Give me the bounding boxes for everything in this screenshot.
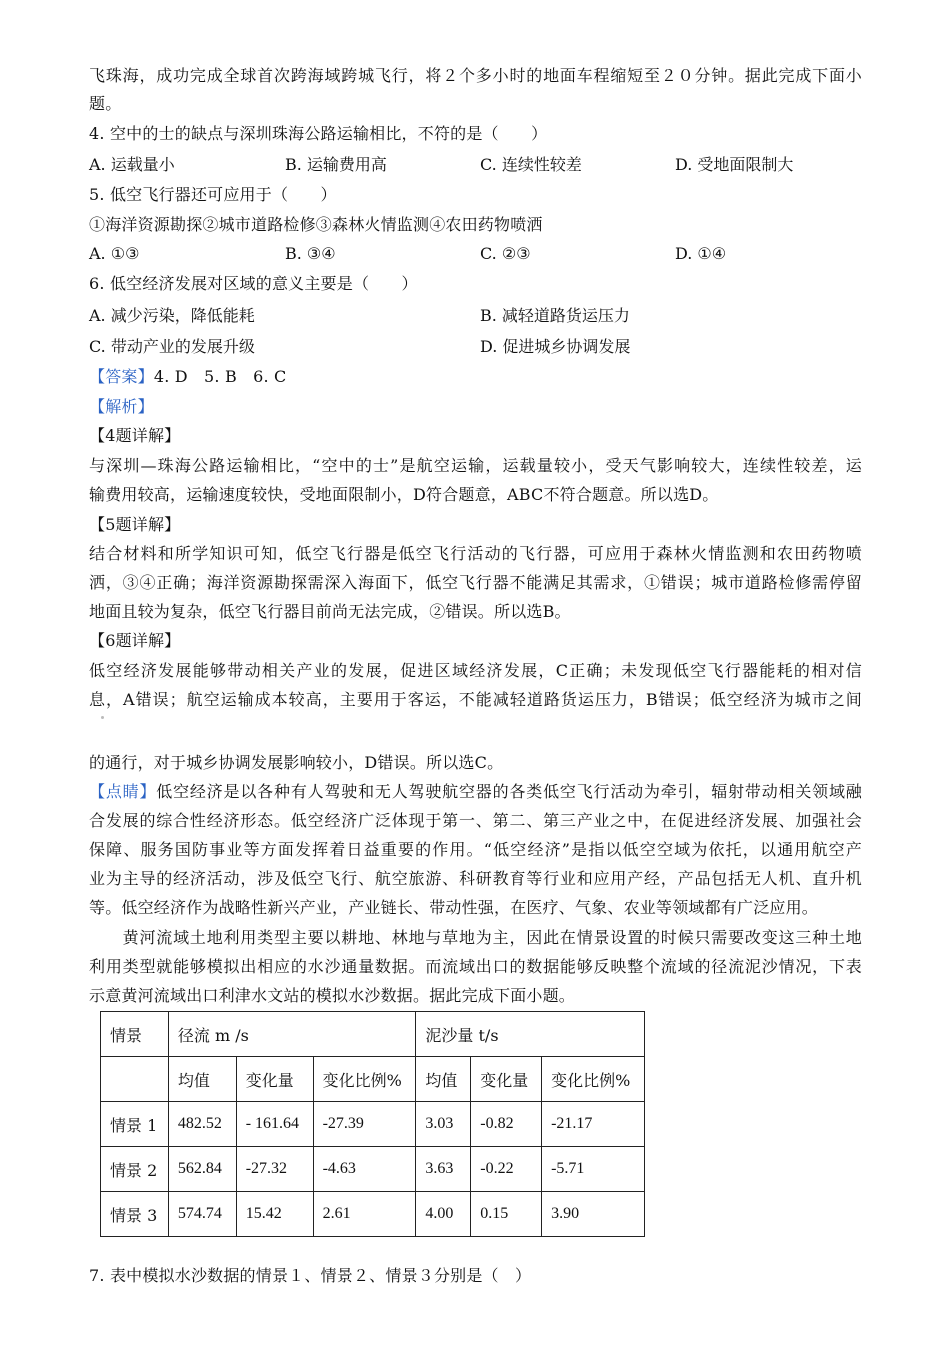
material-line-1: 黄河流域土地利用类型主要以耕地、林地与草地为主，因此在情景设置的时候只需要改变这三种土地 [89, 928, 862, 947]
subheader-cell: 变化量 [236, 1057, 313, 1102]
table-cell: 482.52 [168, 1102, 236, 1147]
point-line-5: 等。低空经济作为战略性新兴产业，产业链长、带动性强，在医疗、气象、农业等领域都有广泛应用。 [89, 898, 819, 917]
detail-5-line-2: 洒，③④正确；海洋资源勘探需深入海面下，低空飞行器不能满足其需求，①错误；城市道路检修需停留 [89, 573, 862, 592]
question-7-stem: 7. 表中模拟水沙数据的情景１、情景２、情景３分别是（ ） [89, 1266, 532, 1285]
table-cell: 4.00 [416, 1192, 471, 1237]
question-6-stem: 6. 低空经济发展对区域的意义主要是（ ） [89, 274, 418, 293]
point-line-3: 保障、服务国防事业等方面发挥着日益重要的作用。“低空经济”是指以低空空域为依托，以通用航空产 [89, 840, 862, 859]
point-text-1: 低空经济是以各种有人驾驶和无人驾驶航空器的各类低空飞行活动为牵引，辐射带动相关领域融 [156, 782, 862, 801]
table-cell: -0.22 [471, 1147, 542, 1192]
q4-option-c: C. 连续性较差 [480, 155, 582, 174]
point-tag: 【点睛】 [89, 782, 157, 801]
table-cell: - 161.64 [236, 1102, 313, 1147]
table-row [101, 1147, 645, 1192]
table-cell: -27.32 [236, 1147, 313, 1192]
table-cell: 3.90 [542, 1192, 645, 1237]
table-cell: -4.63 [313, 1147, 416, 1192]
table-cell: 574.74 [168, 1192, 236, 1237]
table-cell: 3.63 [416, 1147, 471, 1192]
table-cell: 0.15 [471, 1192, 542, 1237]
table-cell: 15.42 [236, 1192, 313, 1237]
question-5-items: ①海洋资源勘探②城市道路检修③森林火情监测④农田药物喷洒 [89, 215, 543, 234]
table-cell: -0.82 [471, 1102, 542, 1147]
intro-line-2: 题。 [89, 94, 122, 113]
subheader-cell: 均值 [416, 1057, 471, 1102]
q4-option-a: A. 运载量小 [89, 155, 175, 174]
q6-option-d: D. 促进城乡协调发展 [480, 337, 631, 356]
table-cell: 2.61 [313, 1192, 416, 1237]
detail-5-title: 【5题详解】 [89, 515, 181, 534]
header-runoff: 径流 m /s [168, 1012, 416, 1057]
q6-option-b: B. 减轻道路货运压力 [480, 306, 630, 325]
table-cell: 情景 2 [101, 1147, 169, 1192]
table-cell: -27.39 [313, 1102, 416, 1147]
point-line-2: 合发展的综合性经济形态。低空经济广泛体现于第一、第二、第三产业之中，在促进经济发展、加强社会 [89, 811, 862, 830]
intro-line-1: 飞珠海，成功完成全球首次跨海域跨城飞行，将２个多小时的地面车程缩短至２０分钟。据此完成下面小 [89, 66, 862, 85]
point-line-1 [89, 782, 862, 802]
point-line-4: 业为主导的经济活动，涉及低空飞行、航空旅游、科研教育等行业和应用产经，产品包括无人机、直升机 [89, 869, 862, 888]
table-cell: 562.84 [168, 1147, 236, 1192]
table-header-row [101, 1012, 645, 1057]
q6-option-c: C. 带动产业的发展升级 [89, 337, 255, 356]
table-cell: 情景 1 [101, 1102, 169, 1147]
detail-6-line-1: 低空经济发展能够带动相关产业的发展，促进区域经济发展，C正确；未发现低空飞行器能耗的相对信 [89, 661, 862, 680]
subheader-empty [101, 1057, 169, 1102]
subheader-cell: 均值 [168, 1057, 236, 1102]
q5-option-a: A. ①③ [89, 244, 140, 263]
answer-text: 4. D 5. B 6. C [153, 367, 287, 386]
q6-option-a: A. 减少污染，降低能耗 [89, 306, 255, 325]
table-subheader-row [101, 1057, 645, 1102]
question-5-stem: 5. 低空飞行器还可应用于（ ） [89, 185, 337, 204]
header-scenario: 情景 [101, 1012, 169, 1057]
question-4-stem: 4. 空中的士的缺点与深圳珠海公路运输相比，不符的是（ ） [89, 124, 548, 143]
material-line-3: 示意黄河流域出口利津水文站的模拟水沙数据。据此完成下面小题。 [89, 986, 576, 1005]
detail-5-line-1: 结合材料和所学知识可知，低空飞行器是低空飞行活动的飞行器，可应用于森林火情监测和农田药物喷 [89, 544, 862, 563]
subheader-cell: 变化比例% [313, 1057, 416, 1102]
q5-option-d: D. ①④ [675, 244, 727, 263]
answer-tag: 【答案】 [89, 367, 154, 386]
table-cell: 3.03 [416, 1102, 471, 1147]
table-cell: -5.71 [542, 1147, 645, 1192]
q4-option-b: B. 运输费用高 [285, 155, 387, 174]
q5-option-b: B. ③④ [285, 244, 336, 263]
answer-line [89, 367, 862, 387]
table-row [101, 1192, 645, 1237]
detail-6-line-2: 息，A错误；航空运输成本较高，主要用于客运，不能减轻道路货运压力，B错误；低空经济为城市之间 [89, 690, 862, 709]
detail-6-line-3: 的通行，对于城乡协调发展影响较小，D错误。所以选C。 [89, 753, 504, 772]
subheader-cell: 变化量 [471, 1057, 542, 1102]
table-cell: 情景 3 [101, 1192, 169, 1237]
q5-option-c: C. ②③ [480, 244, 531, 263]
table-cell: -21.17 [542, 1102, 645, 1147]
q4-option-d: D. 受地面限制大 [675, 155, 794, 174]
sediment-data-table [100, 1011, 645, 1237]
detail-5-line-3: 地面且较为复杂，低空飞行器目前尚无法完成，②错误。所以选B。 [89, 602, 571, 621]
detail-4-title: 【4题详解】 [89, 426, 181, 445]
header-sediment: 泥沙量 t/s [416, 1012, 645, 1057]
page-break-mark [101, 716, 104, 719]
detail-4-line-2: 输费用较高，运输速度较快，受地面限制小，D符合题意，ABC不符合题意。所以选D。 [89, 485, 719, 504]
detail-6-title: 【6题详解】 [89, 631, 181, 650]
table-row [101, 1102, 645, 1147]
detail-4-line-1: 与深圳—珠海公路运输相比，“空中的士”是航空运输，运载量较小，受天气影响较大，连续性较差，运 [89, 456, 862, 475]
subheader-cell: 变化比例% [542, 1057, 645, 1102]
analysis-tag: 【解析】 [89, 397, 154, 416]
material-line-2: 利用类型就能够模拟出相应的水沙通量数据。而流域出口的数据能够反映整个流域的径流泥沙情况，下表 [89, 957, 862, 976]
